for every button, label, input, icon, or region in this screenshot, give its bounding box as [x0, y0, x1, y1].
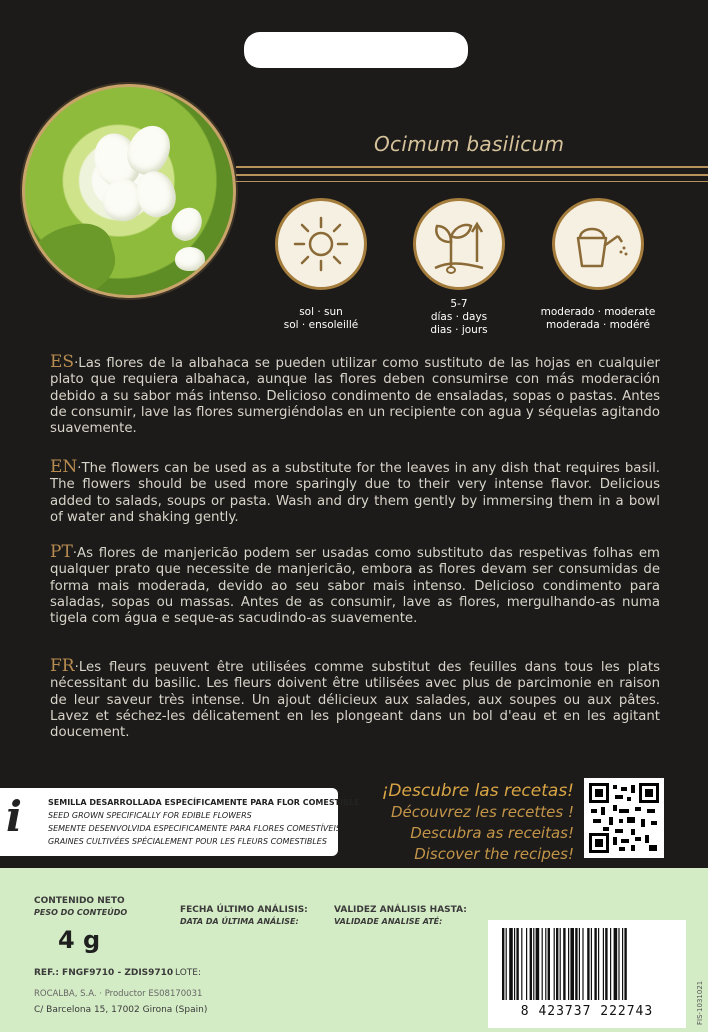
- net-content-label-pt: PESO DO CONTEÚDO: [34, 908, 128, 917]
- barcode: [488, 920, 686, 1028]
- basil-flower-photo: [22, 84, 236, 298]
- side-print-code: FIS-1031021: [696, 980, 704, 1025]
- hanging-tab: [244, 32, 468, 68]
- paragraph-pt: PT·As flores de manjericão podem ser usadas como substituto das respetivas folhas em qualquer prato que necessite de manjericão, embora as flores devam ser consumidas de forma mais moderada, devido ao seu sabor mais intenso. Delicioso condimento para saladas, sopas ou massas. Antes de as consumir, lave as flores, mergulhando-as numa tigela com água e seque-as sacudindo-as suavemente.: [50, 542, 660, 627]
- paragraph-en: EN·The flowers can be used as a substitute for the leaves in any dish that requires basil. The flowers should be used more sparingly due to their very intense flavor. Delicious added to salads, soups or pasta. Wash and dry them gently by immersing them in a bowl of water and shaking gently.: [50, 457, 660, 525]
- watering-label: moderado · moderate moderada · modéré: [540, 306, 656, 331]
- analysis-date-label: FECHA ÚLTIMO ANÁLISIS:: [180, 905, 308, 915]
- lot-label: LOTE:: [175, 968, 201, 978]
- validity-label: VALIDEZ ANÁLISIS HASTA:: [334, 905, 467, 915]
- address: C/ Barcelona 15, 17002 Girona (Spain): [34, 1005, 208, 1015]
- germination-label: 5-7 días · days dias · jours: [430, 298, 488, 336]
- sun-icon: [275, 198, 367, 290]
- barcode-number: 8 423737 222743: [520, 1004, 654, 1019]
- producer: ROCALBA, S.A. · Productor ES08170031: [34, 989, 203, 999]
- qr-code[interactable]: [584, 778, 664, 858]
- net-content-value: 4 g: [58, 926, 101, 954]
- net-content-label: CONTENIDO NETO: [34, 896, 125, 906]
- sprout-icon: [413, 198, 505, 290]
- gold-rule: [236, 166, 708, 168]
- analysis-date-label-pt: DATA DA ÚLTIMA ANÁLISE:: [180, 917, 299, 926]
- sun-label: sol · sun sol · ensoleillé: [283, 306, 359, 331]
- barcode-bars: [488, 920, 686, 1004]
- gold-rule: [236, 181, 708, 182]
- paragraph-fr: FR·Les fleurs peuvent être utilisées comme substitut des feuilles dans tous les plats nécessitant du basilic. Les fleurs doivent être utilisées avec plus de parcimonie en raison de leur saveur très intense. Un ajout délicieux aux salades, aux soupes ou aux pâtes. Lavez et séchez-les délicatement en les plongeant dans un bol d'eau et en les agitant doucement.: [50, 656, 660, 741]
- recipes-callout: ¡Descubre las recetas! Découvrez les recettes ! Descubra as receitas! Discover the recipes!: [381, 781, 574, 863]
- info-icon: i: [6, 792, 22, 841]
- watering-can-icon: [552, 198, 644, 290]
- validity-label-pt: VALIDADE ANALISE ATÉ:: [334, 917, 443, 926]
- paragraph-es: ES·Las flores de la albahaca se pueden utilizar como sustituto de las hojas en cualquier plato que requiera albahaca, aunque las flores deben consumirse con más moderación debido a su sabor más intenso. Delicioso condimento de ensaladas, sopas o pastas. Antes de consumir, lave las flores sumergiéndolas en un recipiente con agua y séquelas agitando suavemente.: [50, 352, 660, 437]
- species-name: Ocimum basilicum: [374, 132, 565, 156]
- gold-rule: [236, 174, 708, 176]
- reference: REF.: FNGF9710 - ZDIS9710: [34, 968, 174, 978]
- edible-flower-info: i SEMILLA DESARROLLADA ESPECÍFICAMENTE PARA FLOR COMESTIBLE SEED GROWN SPECIFICALLY FOR EDIBLE FLOWERS SEMENTE DESENVOLVIDA ESPECIFICAMENTE PARA FLORES COMESTÍVEIS GRAINES CULTIVÉES SPÉCIALEMENT POUR LES FLEURS COMESTIBLES: [0, 788, 338, 856]
